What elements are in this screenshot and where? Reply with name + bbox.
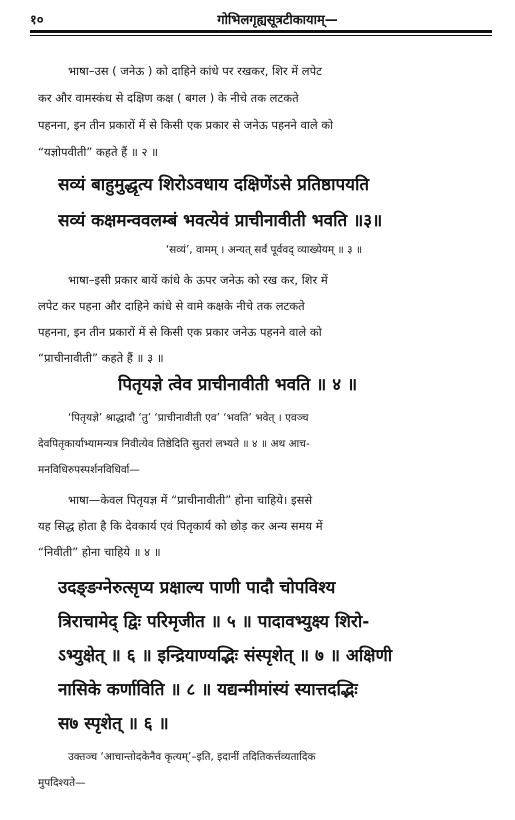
text-line: कर और वामस्कंध से दक्षिण कक्ष ( बगल ) के नीचे तक लटकते [38, 91, 299, 105]
commentary-line: मुपदिश्यते— [38, 777, 86, 789]
commentary-line: मनविधिरुपस्पर्शनविधिर्वा— [38, 464, 140, 476]
header-rule-thin [30, 35, 492, 36]
header-rule-thick [30, 30, 492, 33]
page-number: १० [30, 13, 44, 28]
sutra-line: पितृयज्ञे त्वेव प्राचीनावीती भवति ॥ ४ ॥ [118, 375, 358, 395]
commentary-line: ‘सव्यं’, वामम् । अन्यत् सर्वं पूर्ववद् व्याख्येयम् ॥ ३ ॥ [165, 244, 363, 256]
text-line: भाषा—केवल पितृयज्ञ में “प्राचीनावीती” होना चाहिये। इससे [68, 493, 313, 507]
sutra-line: सव्यं बाहुमुद्धृत्य शिरोऽवधाय दक्षिणेंऽसे प्रतिष्ठापयति [58, 175, 370, 195]
commentary-line: देवपितृकार्याभ्यामन्यत्र निवीत्येव तिष्ठेदिति सुतरां लभ्यते ॥ ४ ॥ अथ आच- [38, 438, 310, 450]
text-line: भाषा–उस ( जनेऊ ) को दाहिने कांधे पर रखकर, शिर में लपेट [68, 64, 322, 78]
text-line: पहनना, इन तीन प्रकारों में से किसी एक प्रकार जनेऊ पहनने वाले को [38, 325, 322, 339]
text-line: यह सिद्ध होता है कि देवकार्य एवं पितृकार्य को छोड़ कर अन्य समय में [38, 519, 323, 533]
text-line: लपेट कर पहना और दाहिने कांधे से वामे कक्षके नीचे तक लटकते [38, 299, 305, 313]
text-line: भाषा–इसी प्रकार बायें कांधे के ऊपर जनेऊ को रख कर, शिर में [68, 273, 328, 287]
sutra-line: त्रिराचामेद् द्विः परिमृजीत ॥ ५ ॥ पादावभ्युक्ष्य शिरो- [58, 612, 370, 632]
commentary-line: ‘पितृयज्ञे’ श्राद्धादौ ‘तु’ ‘प्राचीनावीती एव’ ‘भवति’ भवेत् । एवञ्च [68, 412, 309, 424]
sutra-line: उदङ्ङग्नेरुत्सृप्य प्रक्षाल्य पाणी पादौ चोपविश्य [58, 578, 336, 598]
sutra-line: ऽभ्युक्षेत् ॥ ६ ॥ इन्द्रियाण्यद्भिः संस्पृशेत् ॥ ७ ॥ अक्षिणी [58, 646, 393, 666]
running-title: गोभिलगृह्यसूत्रटीकायाम्— [217, 13, 338, 28]
sutra-line: नासिके कर्णाविति ॥ ८ ॥ यद्यन्मीमांस्यं स्यात्तदद्भिः [58, 680, 358, 700]
page-header [30, 8, 485, 32]
text-line: पहनना, इन तीन प्रकारों में से किसी एक प्रकार से जनेऊ पहनने वाले को [38, 118, 334, 132]
commentary-line: उक्तञ्च ‘आचान्तोदकेनैव कृत्यम्’–इति, इदानीं तदितिकर्त्तव्यतादिक [68, 751, 316, 763]
text-line: “निवीती” होना चाहिये ॥ ४ ॥ [38, 545, 161, 559]
sutra-line: स७ स्पृशेत् ॥ ६ ॥ [58, 714, 169, 734]
text-line: “यज्ञोपवीती” कहते हैं ॥ २ ॥ [38, 145, 159, 159]
sutra-line: सव्यं कक्षमन्ववलम्बं भवत्येवं प्राचीनावीती भवति ॥३॥ [58, 211, 383, 231]
text-line: “प्राचीनावीती” कहते हैं ॥ ३ ॥ [38, 351, 164, 365]
